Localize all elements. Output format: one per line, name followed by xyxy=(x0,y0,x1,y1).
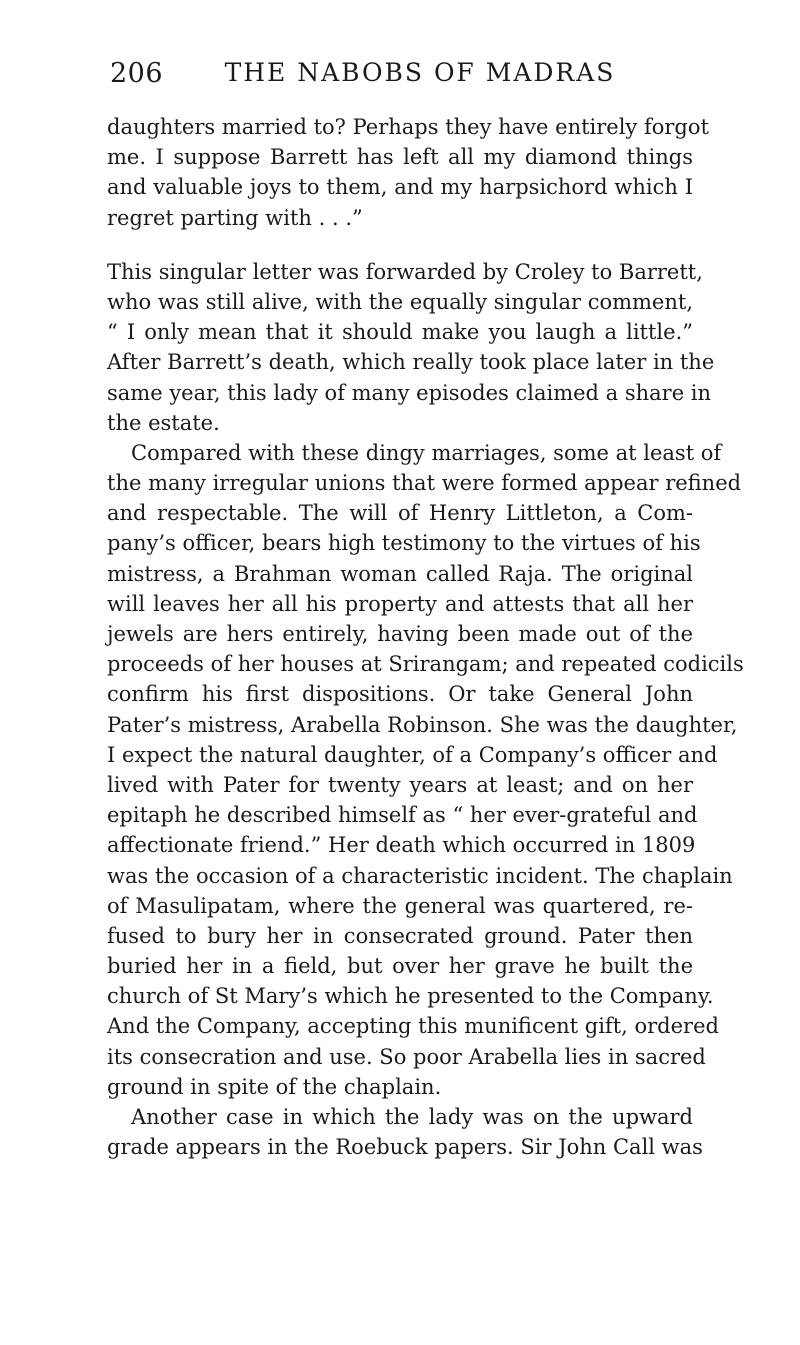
text-line: confirm his first dispositions. Or take General John xyxy=(107,682,693,707)
text-line: me. I suppose Barrett has left all my diamond things xyxy=(107,145,693,170)
text-line: same year, this lady of many episodes claimed a share in xyxy=(107,380,712,405)
text-line: Compared with these dingy marriages, some at least of xyxy=(131,440,722,465)
running-title: THE NABOBS OF MADRAS xyxy=(224,58,616,87)
text-line: pany’s officer, bears high testimony to the virtues of his xyxy=(107,531,701,556)
text-line: And the Company, accepting this munificent gift, ordered xyxy=(107,1014,719,1039)
text-line: This singular letter was forwarded by Croley to Barrett, xyxy=(107,259,703,284)
text-line: grade appears in the Roebuck papers. Sir John Call was xyxy=(107,1135,703,1160)
paragraph xyxy=(107,257,715,438)
page-number: 206 xyxy=(110,58,164,89)
text-line: epitaph he described himself as “ her ever-grateful and xyxy=(107,803,698,828)
text-line: and respectable. The will of Henry Littleton, a Com- xyxy=(107,501,693,526)
text-line: jewels are hers entirely, having been made out of the xyxy=(107,622,693,646)
text-line: “ I only mean that it should make you laugh a little.” xyxy=(107,320,693,345)
text-line: mistress, a Brahman woman called Raja. The original xyxy=(107,561,693,586)
paragraph-gap xyxy=(107,233,693,257)
text-line: After Barrett’s death, which really took place later in the xyxy=(107,350,715,375)
text-line: the many irregular unions that were formed appear refined xyxy=(107,471,742,496)
text-line: church of St Mary’s which he presented to the Company. xyxy=(107,984,714,1009)
text-line: buried her in a field, but over her grave he built the xyxy=(107,954,693,979)
text-line: ground in spite of the chaplain. xyxy=(107,1074,442,1099)
text-line: Another case in which the lady was on the upward xyxy=(131,1105,693,1129)
text-line: and valuable joys to them, and my harpsichord which I xyxy=(107,175,693,200)
paragraph xyxy=(107,438,744,1102)
paragraph xyxy=(107,1102,703,1162)
text-line: who was still alive, with the equally singular comment, xyxy=(107,289,693,314)
text-line: will leaves her all his property and attests that all her xyxy=(107,591,693,616)
text-line: of Masulipatam, where the general was quartered, re- xyxy=(107,893,693,918)
body-text xyxy=(107,112,744,1162)
text-line: the estate. xyxy=(107,410,220,435)
text-line: affectionate friend.” Her death which occurred in 1809 xyxy=(107,833,696,858)
paragraph xyxy=(107,112,709,233)
text-line: lived with Pater for twenty years at least; and on her xyxy=(107,772,693,797)
text-line: fused to bury her in consecrated ground. Pater then xyxy=(107,923,693,948)
text-line: I expect the natural daughter, of a Company’s officer and xyxy=(107,742,718,767)
running-head xyxy=(110,58,690,98)
text-line: daughters married to? Perhaps they have entirely forgot xyxy=(107,115,709,139)
text-line: was the occasion of a characteristic incident. The chaplain xyxy=(107,863,733,888)
text-line: Pater’s mistress, Arabella Robinson. She was the daughter, xyxy=(107,712,738,737)
text-line: regret parting with . . .” xyxy=(107,205,363,230)
text-line: proceeds of her houses at Srirangam; and repeated codicils xyxy=(107,652,744,677)
text-line: its consecration and use. So poor Arabella lies in sacred xyxy=(107,1044,706,1069)
